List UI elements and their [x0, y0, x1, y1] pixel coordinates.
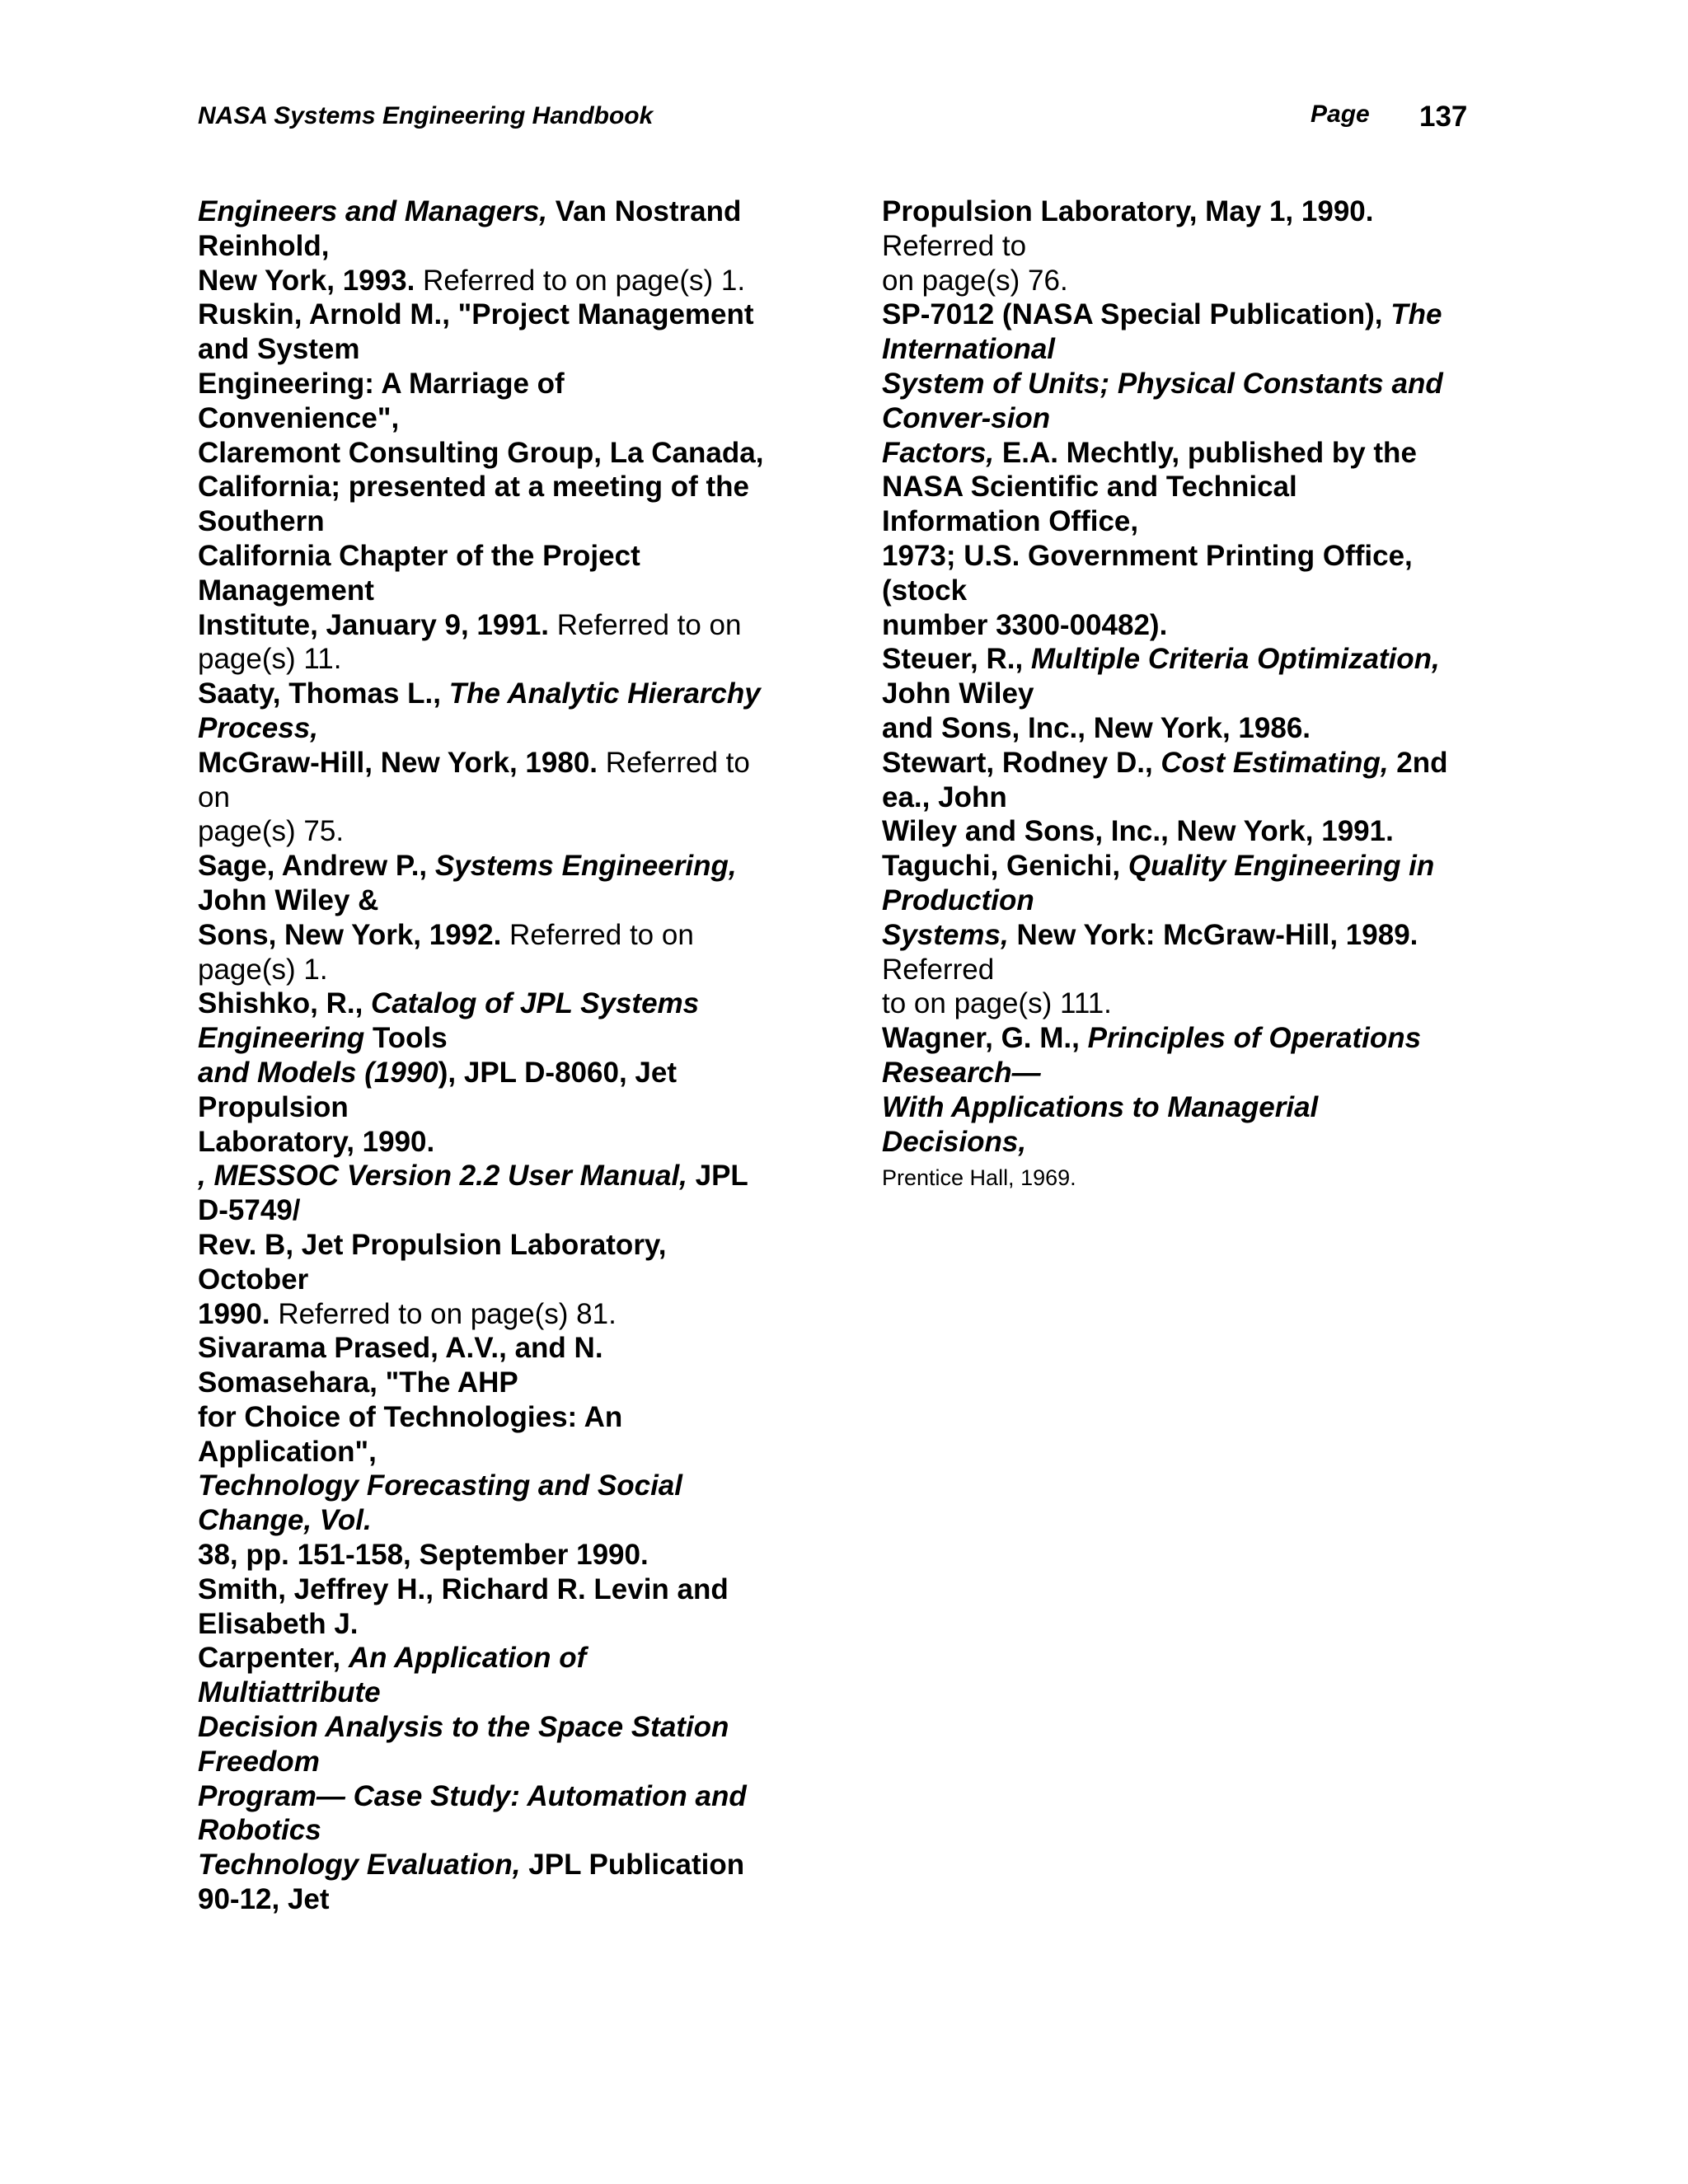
- reference-text: Smith, Jeffrey H., Richard R. Levin and: [198, 1572, 729, 1605]
- reference-text: Conver-sion: [882, 401, 1051, 434]
- reference-text: 2nd: [1388, 746, 1448, 779]
- reference-text: Sage, Andrew P.,: [198, 850, 435, 883]
- reference-line: [198, 1745, 824, 1779]
- reference-line: [198, 229, 824, 264]
- reference-text: Technology Forecasting and Social: [198, 1469, 682, 1502]
- reference-text: Ruskin, Arnold M., "Project Management: [198, 298, 754, 331]
- reference-line: [198, 1297, 824, 1332]
- reference-line: [882, 1159, 1508, 1193]
- reference-line: [198, 264, 824, 298]
- left-column-references: [198, 194, 824, 1917]
- right-column-references: [882, 194, 1508, 1193]
- reference-text: Robotics: [198, 1814, 321, 1847]
- reference-text: Production: [882, 883, 1034, 916]
- reference-text: October: [198, 1263, 309, 1296]
- reference-text: New York, 1993.: [198, 264, 415, 297]
- reference-text: Catalog of JPL Systems: [371, 987, 700, 1020]
- reference-text: An Application of: [348, 1642, 587, 1675]
- reference-line: [882, 574, 1508, 608]
- reference-line: [198, 642, 824, 677]
- reference-line: [882, 642, 1508, 677]
- reference-text: Referred to on page(s) 81.: [270, 1297, 617, 1330]
- reference-text: Van Nostrand: [547, 195, 742, 227]
- reference-text: Sons, New York, 1992.: [198, 918, 502, 951]
- reference-line: [882, 1021, 1508, 1056]
- reference-text: page(s) 75.: [198, 815, 345, 848]
- reference-text: D-5749/: [198, 1194, 301, 1227]
- reference-text: The Analytic Hierarchy: [448, 677, 761, 710]
- reference-line: [198, 1882, 824, 1917]
- reference-text: 1990.: [198, 1297, 270, 1330]
- reference-text: ea., John: [882, 780, 1007, 813]
- reference-line: [198, 401, 824, 436]
- reference-text: Sivarama Prased, A.V., and N.: [198, 1332, 603, 1365]
- reference-text: Engineers and Managers,: [198, 195, 548, 227]
- reference-text: Systems Engineering,: [434, 850, 737, 883]
- reference-text: Information Office,: [882, 505, 1139, 538]
- reference-text: Convenience",: [198, 401, 400, 434]
- reference-line: [882, 849, 1508, 883]
- reference-text: New York: McGraw-Hill, 1989.: [1008, 918, 1418, 951]
- reference-text: Propulsion Laboratory, May 1, 1990.: [882, 195, 1374, 227]
- reference-text: Referred to on page(s) 1.: [415, 264, 746, 297]
- reference-line: [198, 1848, 824, 1882]
- reference-line: [882, 1125, 1508, 1160]
- reference-text: JPL Publication: [520, 1849, 745, 1882]
- reference-line: [198, 1538, 824, 1572]
- reference-line: [198, 1641, 824, 1675]
- reference-text: Application",: [198, 1435, 377, 1468]
- reference-text: Carpenter,: [198, 1642, 349, 1675]
- reference-text: Factors,: [882, 436, 995, 469]
- reference-line: [882, 814, 1508, 849]
- reference-text: page(s) 11.: [198, 643, 342, 676]
- page-number: 137: [1419, 101, 1468, 133]
- reference-line: [882, 367, 1508, 401]
- reference-line: [882, 298, 1508, 332]
- reference-text: Taguchi, Genichi,: [882, 850, 1128, 883]
- reference-text: E.A. Mechtly, published by the: [994, 436, 1417, 469]
- reference-line: [198, 918, 824, 953]
- reference-line: [882, 1056, 1508, 1090]
- reference-line: [198, 332, 824, 367]
- reference-line: [198, 1779, 824, 1814]
- reference-line: [198, 574, 824, 608]
- reference-line: [882, 711, 1508, 746]
- reference-line: [882, 264, 1508, 298]
- reference-text: The: [1390, 298, 1442, 331]
- reference-text: Research—: [882, 1056, 1041, 1089]
- reference-text: on: [198, 780, 230, 813]
- reference-line: [198, 1503, 824, 1538]
- reference-text: JPL: [687, 1160, 748, 1193]
- reference-text: Multiattribute: [198, 1676, 381, 1709]
- reference-line: [882, 918, 1508, 953]
- reference-text: Referred to on: [549, 608, 742, 641]
- reference-line: [198, 953, 824, 987]
- reference-text: Referred: [882, 953, 995, 986]
- reference-line: [882, 229, 1508, 264]
- reference-text: Wagner, G. M.,: [882, 1022, 1088, 1055]
- header-page-label: Page: [1311, 101, 1370, 128]
- reference-text: Institute, January 9, 1991.: [198, 608, 550, 641]
- reference-line: [882, 608, 1508, 643]
- reference-text: SP-7012 (NASA Special Publication),: [882, 298, 1391, 331]
- reference-line: [198, 1366, 824, 1400]
- reference-text: on page(s) 76.: [882, 264, 1068, 297]
- reference-text: (stock: [882, 574, 968, 607]
- reference-text: Change, Vol.: [198, 1504, 372, 1537]
- page-header: [198, 97, 1475, 138]
- reference-line: [198, 1125, 824, 1160]
- reference-line: [882, 883, 1508, 918]
- reference-text: and System: [198, 333, 360, 366]
- reference-text: John Wiley &: [198, 883, 379, 916]
- reference-text: Stewart, Rodney D.,: [882, 746, 1161, 779]
- reference-text: Referred to: [882, 229, 1027, 262]
- reference-text: Referred to: [598, 746, 750, 779]
- reference-text: to on page(s) 111.: [882, 987, 1112, 1020]
- reference-text: 38, pp. 151-158, September 1990.: [198, 1539, 649, 1572]
- reference-line: [198, 780, 824, 815]
- reference-text: California Chapter of the Project: [198, 539, 640, 572]
- reference-line: [198, 1813, 824, 1848]
- reference-text: Principles of Operations: [1087, 1022, 1422, 1055]
- reference-line: [882, 401, 1508, 436]
- reference-line: [198, 1159, 824, 1193]
- reference-text: Program— Case Study: Automation and: [198, 1779, 747, 1812]
- reference-text: ), JPL D-8060, Jet: [438, 1056, 677, 1089]
- reference-text: Somasehara, "The AHP: [198, 1366, 518, 1399]
- reference-text: Referred to on: [501, 918, 694, 951]
- reference-line: [882, 1090, 1508, 1125]
- reference-text: McGraw-Hill, New York, 1980.: [198, 746, 598, 779]
- reference-line: [198, 1331, 824, 1366]
- reference-text: John Wiley: [882, 677, 1034, 710]
- reference-text: California; presented at a meeting of the: [198, 471, 749, 504]
- reference-line: [198, 1021, 824, 1056]
- reference-text: Saaty, Thomas L.,: [198, 677, 449, 710]
- reference-text: Laboratory, 1990.: [198, 1125, 435, 1158]
- reference-text: Engineering: A Marriage of: [198, 367, 565, 400]
- reference-line: [198, 1263, 824, 1297]
- reference-line: [198, 1400, 824, 1435]
- reference-line: [198, 367, 824, 401]
- reference-line: [882, 194, 1508, 229]
- reference-text: number 3300-00482).: [882, 608, 1168, 641]
- reference-text: Cost Estimating,: [1160, 746, 1389, 779]
- reference-line: [198, 298, 824, 332]
- reference-text: 90-12, Jet: [198, 1883, 330, 1916]
- reference-line: [198, 1572, 824, 1607]
- reference-text: Propulsion: [198, 1090, 349, 1123]
- reference-line: [882, 504, 1508, 539]
- reference-line: [198, 677, 824, 711]
- reference-text: Quality Engineering in: [1128, 850, 1435, 883]
- reference-text: Engineering: [198, 1022, 365, 1055]
- reference-line: [198, 1056, 824, 1090]
- reference-line: [198, 436, 824, 471]
- reference-text: Shishko, R.,: [198, 987, 372, 1020]
- reference-line: [198, 746, 824, 780]
- reference-text: and Sons, Inc., New York, 1986.: [882, 711, 1311, 744]
- reference-text: 1973; U.S. Government Printing Office,: [882, 539, 1413, 572]
- reference-line: [198, 539, 824, 574]
- reference-line: [198, 711, 824, 746]
- reference-line: [198, 987, 824, 1021]
- reference-text: Rev. B, Jet Propulsion Laboratory,: [198, 1228, 667, 1261]
- reference-text: Elisabeth J.: [198, 1607, 359, 1640]
- reference-text: Claremont Consulting Group, La Canada,: [198, 436, 764, 469]
- reference-line: [198, 1710, 824, 1745]
- reference-text: page(s) 1.: [198, 953, 328, 986]
- reference-text: System of Units; Physical Constants and: [882, 367, 1443, 400]
- reference-line: [198, 470, 824, 504]
- reference-text: Freedom: [198, 1745, 320, 1778]
- reference-text: Reinhold,: [198, 229, 330, 262]
- reference-text: , MESSOC Version 2.2 User Manual,: [198, 1160, 687, 1193]
- reference-line: [198, 1435, 824, 1469]
- reference-line: [198, 608, 824, 643]
- reference-text: Decision Analysis to the Space Station: [198, 1711, 729, 1744]
- reference-text: and Models (1990: [198, 1056, 438, 1089]
- reference-text: With Applications to Managerial: [882, 1090, 1319, 1123]
- reference-line: [882, 470, 1508, 504]
- reference-text: Technology Evaluation,: [198, 1849, 521, 1882]
- reference-text: for Choice of Technologies: An: [198, 1400, 623, 1433]
- reference-line: [198, 194, 824, 229]
- header-title: NASA Systems Engineering Handbook: [198, 102, 654, 129]
- reference-line: [198, 1607, 824, 1642]
- reference-line: [882, 332, 1508, 367]
- reference-text: Prentice Hall, 1969.: [882, 1165, 1076, 1191]
- reference-line: [198, 1090, 824, 1125]
- reference-line: [198, 504, 824, 539]
- reference-line: [882, 780, 1508, 815]
- reference-line: [882, 746, 1508, 780]
- reference-text: International: [882, 333, 1056, 366]
- reference-line: [198, 814, 824, 849]
- reference-line: [198, 1469, 824, 1503]
- reference-line: [198, 1675, 824, 1710]
- reference-text: Systems,: [882, 918, 1009, 951]
- reference-line: [882, 539, 1508, 574]
- reference-text: Tools: [364, 1022, 448, 1055]
- reference-line: [882, 987, 1508, 1021]
- reference-text: Process,: [198, 711, 318, 744]
- reference-text: NASA Scientific and Technical: [882, 471, 1297, 504]
- reference-text: Steuer, R.,: [882, 643, 1031, 676]
- reference-line: [882, 953, 1508, 987]
- reference-text: Wiley and Sons, Inc., New York, 1991.: [882, 815, 1394, 848]
- reference-text: Decisions,: [882, 1125, 1027, 1158]
- reference-text: Management: [198, 574, 374, 607]
- reference-line: [198, 883, 824, 918]
- reference-line: [882, 677, 1508, 711]
- reference-line: [198, 849, 824, 883]
- reference-text: Multiple Criteria Optimization,: [1030, 643, 1440, 676]
- reference-line: [198, 1228, 824, 1263]
- reference-line: [882, 436, 1508, 471]
- reference-text: Southern: [198, 505, 325, 538]
- reference-line: [198, 1193, 824, 1228]
